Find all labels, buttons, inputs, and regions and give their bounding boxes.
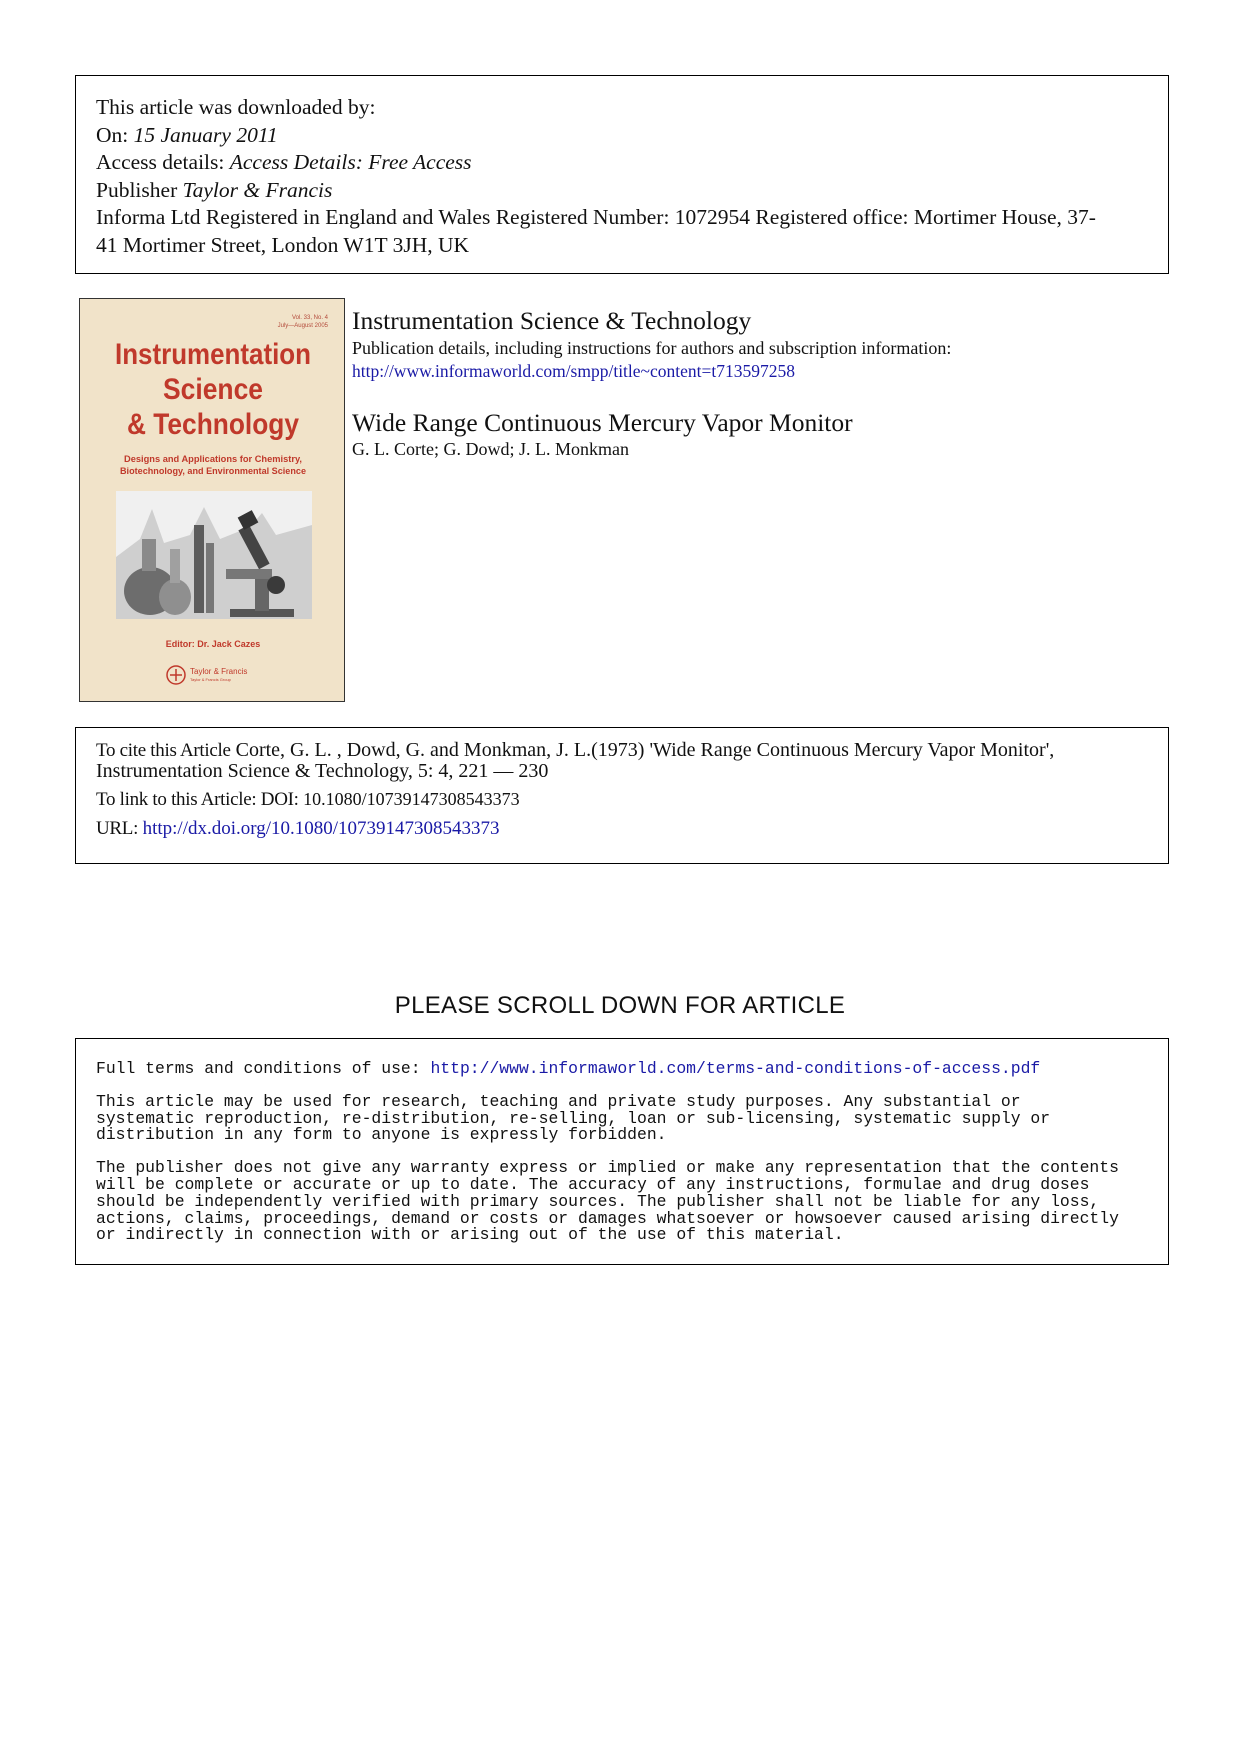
publication-url-link[interactable]: http://www.informaworld.com/smpp/title~content=t713597258 (352, 361, 796, 381)
access-details-line (96, 149, 1148, 177)
cover-illustration (116, 491, 312, 619)
citation-text (96, 740, 1148, 782)
terms-line (96, 1061, 1148, 1078)
access-label: Access details: (96, 150, 225, 174)
cover-title-line-1: Instrumentation (115, 338, 311, 371)
journal-cover-image (79, 298, 345, 702)
cover-subtitle-line-2: Biotechnology, and Environmental Science (120, 466, 306, 476)
publication-details: Publication details, including instructions for authors and subscription information: (352, 338, 952, 358)
doi-label: To link to this Article: DOI: (96, 789, 299, 810)
download-date-line (96, 122, 1148, 150)
publisher-value: Taylor & Francis (182, 177, 333, 202)
journal-info (352, 306, 1182, 461)
cite-text-line-2: Instrumentation Science & Technology, 5: 4, 221 — 230 (96, 760, 549, 782)
url-row (96, 817, 1148, 840)
cite-label: To cite this Article (96, 740, 231, 761)
terms-box (75, 1038, 1169, 1265)
doi-value: 10.1080/10739147308543373 (303, 789, 520, 809)
access-value: Access Details: Free Access (229, 150, 472, 174)
download-info-box (75, 75, 1169, 274)
cover-title-line-3: & Technology (127, 408, 300, 441)
publisher-label: Publisher (96, 177, 178, 202)
on-label: On: (96, 122, 129, 147)
citation-box (75, 727, 1169, 864)
url-label: URL: (96, 818, 139, 839)
publisher-line (96, 177, 1148, 205)
cover-subtitle-line-1: Designs and Applications for Chemistry, (124, 454, 302, 464)
terms-url-link[interactable]: http://www.informaworld.com/terms-and-conditions-of-access.pdf (430, 1059, 1041, 1078)
cover-editor: Editor: Dr. Jack Cazes (165, 639, 261, 649)
download-date: 15 January 2011 (133, 122, 278, 147)
article-authors: G. L. Corte; G. Dowd; J. L. Monkman (352, 439, 629, 459)
cover-date: July—August 2005 (277, 323, 328, 329)
informa-line-2: 41 Mortimer Street, London W1T 3JH, UK (96, 232, 470, 257)
journal-title: Instrumentation Science & Technology (352, 306, 752, 335)
cite-text-line-1: Corte, G. L. , Dowd, G. and Monkman, J. L.(1973) 'Wide Range Continuous Mercury Vapor Monitor', (235, 739, 1055, 761)
cover-publisher-logo-text: Taylor & Francis (190, 667, 248, 676)
terms-paragraph-2: The publisher does not give any warranty express or implied or make any representation that the contents will be complete or accurate or up to date. The accuracy of any instructions, formulae and drug doses should be independently verified with primary sources. The publisher shall not be liable for any loss, actions, claims, proceedings, demand or costs or damages whatsoever or howsoever caused arising directly or indirectly in connection with or arising out of the use of this material. (96, 1158, 1119, 1245)
downloaded-by-text: This article was downloaded by: (96, 95, 376, 119)
cover-title-line-2: Science (163, 373, 263, 406)
terms-label: Full terms and conditions of use: (96, 1059, 431, 1078)
cover-publisher-logo-sub: Taylor & Francis Group (190, 677, 231, 682)
doi-row (96, 788, 1148, 811)
doi-url-link[interactable]: http://dx.doi.org/10.1080/10739147308543373 (142, 818, 500, 839)
terms-paragraph-1: This article may be used for research, teaching and private study purposes. Any substantial or systematic reproduction, re-distribution, re-selling, loan or sub-licensing, systematic supply or distribution in any form to anyone is expressly forbidden. (96, 1091, 1051, 1145)
article-title: Wide Range Continuous Mercury Vapor Monitor (352, 408, 853, 437)
informa-line-1: Informa Ltd Registered in England and Wales Registered Number: 1072954 Registered office: Mortimer House, 37- (96, 205, 1096, 229)
cover-volume: Vol. 33, No. 4 (291, 315, 328, 321)
scroll-notice: PLEASE SCROLL DOWN FOR ARTICLE (394, 992, 846, 1019)
